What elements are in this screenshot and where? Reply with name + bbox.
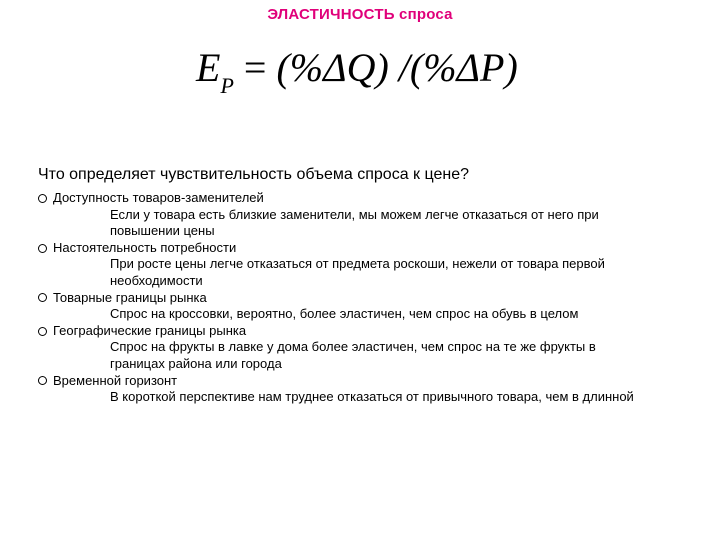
list-item-description: Спрос на фрукты в лавке у дома более эластичен, чем спрос на те же фрукты в границах района или города: [110, 339, 596, 371]
list-item-heading: [38, 240, 698, 257]
elasticity-formula: [196, 40, 536, 96]
list-item-heading: [38, 373, 698, 390]
list-item-description: При росте цены легче отказаться от предмета роскоши, нежели от товара первой необходимости: [110, 256, 605, 288]
list-item-heading-text: Временной горизонт: [53, 372, 178, 388]
circle-bullet-icon: [38, 244, 47, 253]
list-item-heading: [38, 290, 698, 307]
formula-equals: =: [233, 45, 277, 90]
circle-bullet-icon: [38, 327, 47, 336]
list-item-heading-text: Географические границы рынка: [53, 322, 247, 338]
list-item-heading-text: Настоятельность потребности: [53, 239, 237, 255]
formula-lhs-variable: E: [196, 45, 221, 90]
list-item-heading-text: Товарные границы рынка: [53, 289, 207, 305]
list-item: [38, 373, 698, 406]
list-item: [38, 323, 698, 373]
list-item-heading: [38, 323, 698, 340]
slide-title: ЭЛАСТИЧНОСТЬ спроса: [267, 6, 453, 23]
factor-list: [38, 190, 698, 406]
circle-bullet-icon: [38, 194, 47, 203]
list-item-description: Спрос на кроссовки, вероятно, более эластичен, чем спрос на обувь в целом: [110, 306, 579, 322]
list-item-description: Если у товара есть близкие заменители, мы можем легче отказаться от него при повышении цены: [110, 206, 599, 239]
list-item-heading: [38, 190, 698, 207]
formula-lhs-subscript: P: [220, 73, 234, 98]
list-item: [38, 190, 698, 240]
list-item: [38, 240, 698, 290]
list-item: [38, 290, 698, 323]
question-heading: Что определяет чувствительность объема спроса к цене?: [38, 166, 469, 183]
list-item-description: В короткой перспективе нам труднее отказаться от привычного товара, чем в длинной: [110, 389, 634, 405]
formula-rhs: (%ΔQ) /(%ΔP): [276, 45, 518, 90]
circle-bullet-icon: [38, 376, 47, 385]
circle-bullet-icon: [38, 293, 47, 302]
list-item-heading-text: Доступность товаров-заменителей: [53, 190, 264, 205]
